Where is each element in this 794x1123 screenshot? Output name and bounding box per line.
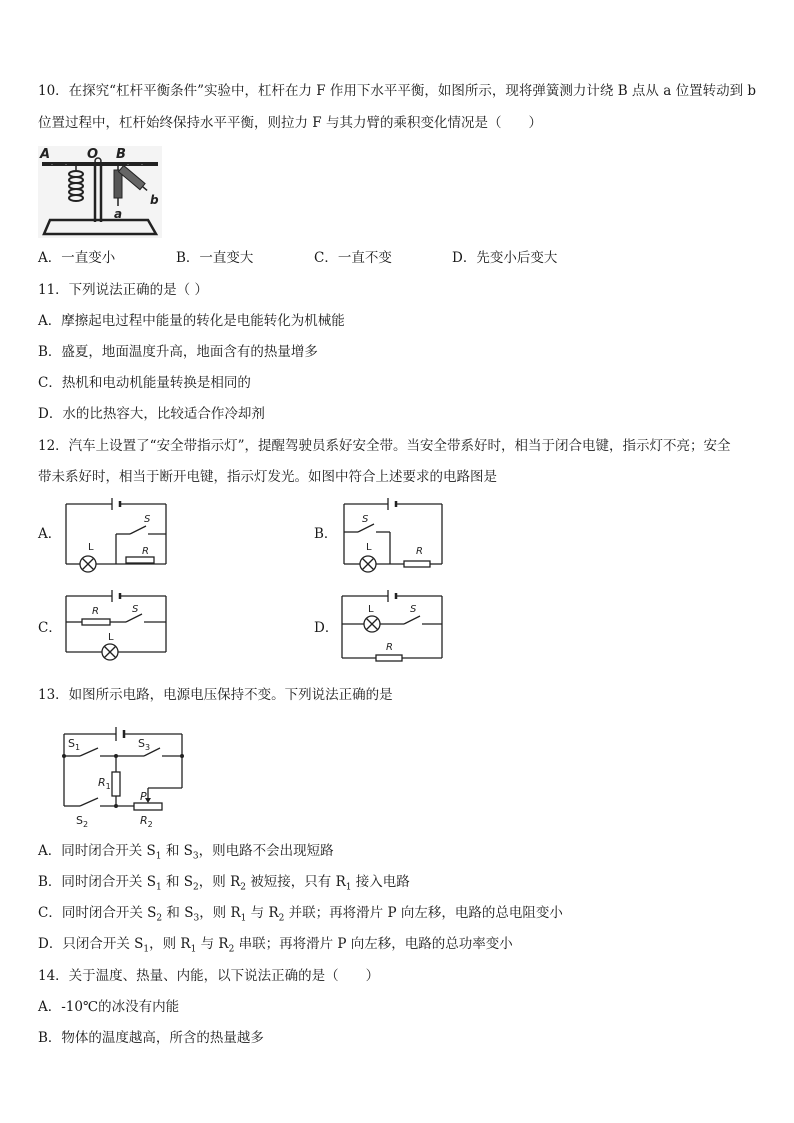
q12c-resistor-label: R (92, 606, 99, 617)
q12a-lamp-label: L (88, 542, 94, 553)
q12d-switch-label: S (410, 604, 417, 615)
q12-choice-d-label[interactable]: D． (314, 620, 339, 636)
q12-choice-a-label[interactable]: A． (38, 526, 62, 542)
svg-text:S1 (68, 737, 80, 752)
q10-lever-figure (38, 146, 162, 238)
svg-text:R1 (98, 776, 111, 791)
q12-circuit-b (342, 494, 444, 578)
q13-circuit-figure (60, 722, 188, 830)
q11-option-b[interactable]: B．盛夏，地面温度升高，地面含有的热量增多 (38, 344, 318, 360)
q12-circuit-c (64, 586, 168, 670)
q13-label-s3: S (138, 737, 145, 750)
q12c-switch-label: S (132, 604, 139, 615)
q13-option-d[interactable]: D．只闭合开关 $S_1$，则 $R_1$ 与 $R_2$ 串联；再将滑片 P 向左移，电路的总功率变小 (38, 936, 513, 955)
q10-stem-line2: 位置过程中，杠杆始终保持水平平衡，则拉力 F 与其力臂的乘积变化情况是（ ） (38, 115, 542, 131)
q10-stem-line1: 10．在探究“杠杆平衡条件”实验中，杠杆在力 F 作用下水平平衡，如图所示，现将弹簧测力计绕 B 点从 a 位置转动到 b (38, 83, 756, 99)
q13-label-p: P (140, 790, 147, 803)
q13-label-r2-sub: 2 (147, 820, 153, 829)
q11-stem: 11．下列说法正确的是（ ） (38, 282, 208, 298)
svg-text:S2 (76, 814, 88, 829)
q10-option-c[interactable]: C．一直不变 (314, 250, 392, 266)
q13-option-a[interactable]: A．同时闭合开关 $S_1$ 和 $S_3$，则电路不会出现短路 (38, 843, 334, 862)
q12a-switch-label: S (144, 514, 151, 525)
q10-label-a: a (114, 207, 123, 221)
q13-label-s3-sub: 3 (144, 743, 151, 752)
q11-option-c[interactable]: C．热机和电动机能量转换是相同的 (38, 375, 251, 391)
q14-option-b[interactable]: B．物体的温度越高，所含的热量越多 (38, 1030, 264, 1046)
q12c-lamp-label: L (108, 632, 114, 643)
q12-stem-line1: 12．汽车上设置了“安全带指示灯”，提醒驾驶员系好安全带。当安全带系好时，相当于闭合电键，指示灯不亮；安全 (38, 438, 731, 454)
q12-stem-line2: 带未系好时，相当于断开电键，指示灯发光。如图中符合上述要求的电路图是 (38, 469, 497, 485)
q10-option-b[interactable]: B．一直变大 (176, 250, 254, 266)
q13-label-s1: S (68, 737, 75, 750)
q13-label-s2: S (76, 814, 83, 827)
q10-label-O: O (87, 147, 99, 162)
q10-label-B: B (116, 147, 126, 162)
q12b-lamp-label: L (366, 542, 372, 553)
q12a-resistor-label: R (142, 546, 149, 557)
q11-option-d[interactable]: D．水的比热容大，比较适合作冷却剂 (38, 406, 265, 422)
q14-stem: 14．关于温度、热量、内能，以下说法正确的是（ ） (38, 968, 380, 984)
svg-text:R2 (140, 814, 153, 829)
svg-text:S3 (138, 737, 150, 752)
q12d-resistor-label: R (386, 642, 393, 653)
q14-option-a[interactable]: A．-10℃的冰没有内能 (38, 999, 180, 1015)
q13-label-r1-sub: 1 (105, 782, 111, 791)
q13-option-c[interactable]: C．同时闭合开关 $S_2$ 和 $S_3$，则 $R_1$ 与 $R_2$ 并联；再将滑片 P 向左移，电路的总电阻变小 (38, 905, 563, 924)
q12-choice-c-label[interactable]: C． (38, 620, 62, 636)
q12-choice-b-label[interactable]: B． (314, 526, 338, 542)
q13-label-r1: R (98, 776, 106, 789)
q13-option-b[interactable]: B．同时闭合开关 $S_1$ 和 $S_2$，则 $R_2$ 被短接，只有 $R_1$ 接入电路 (38, 874, 410, 893)
q10-option-d[interactable]: D．先变小后变大 (452, 250, 558, 266)
q13-stem: 13．如图所示电路，电源电压保持不变。下列说法正确的是 (38, 687, 393, 703)
q13-label-r2: R (140, 814, 148, 827)
q12d-lamp-label: L (368, 604, 374, 615)
q12-circuit-d (340, 586, 444, 670)
q12-circuit-a (64, 494, 168, 578)
q12b-resistor-label: R (416, 546, 423, 557)
q10-option-a[interactable]: A．一直变小 (38, 250, 116, 266)
q10-label-A: A (40, 147, 51, 162)
q13-label-s1-sub: 1 (74, 743, 81, 752)
q11-option-a[interactable]: A．摩擦起电过程中能量的转化是电能转化为机械能 (38, 313, 345, 329)
q12b-switch-label: S (362, 514, 369, 525)
q10-label-b: b (150, 193, 159, 207)
q13-label-s2-sub: 2 (82, 820, 89, 829)
